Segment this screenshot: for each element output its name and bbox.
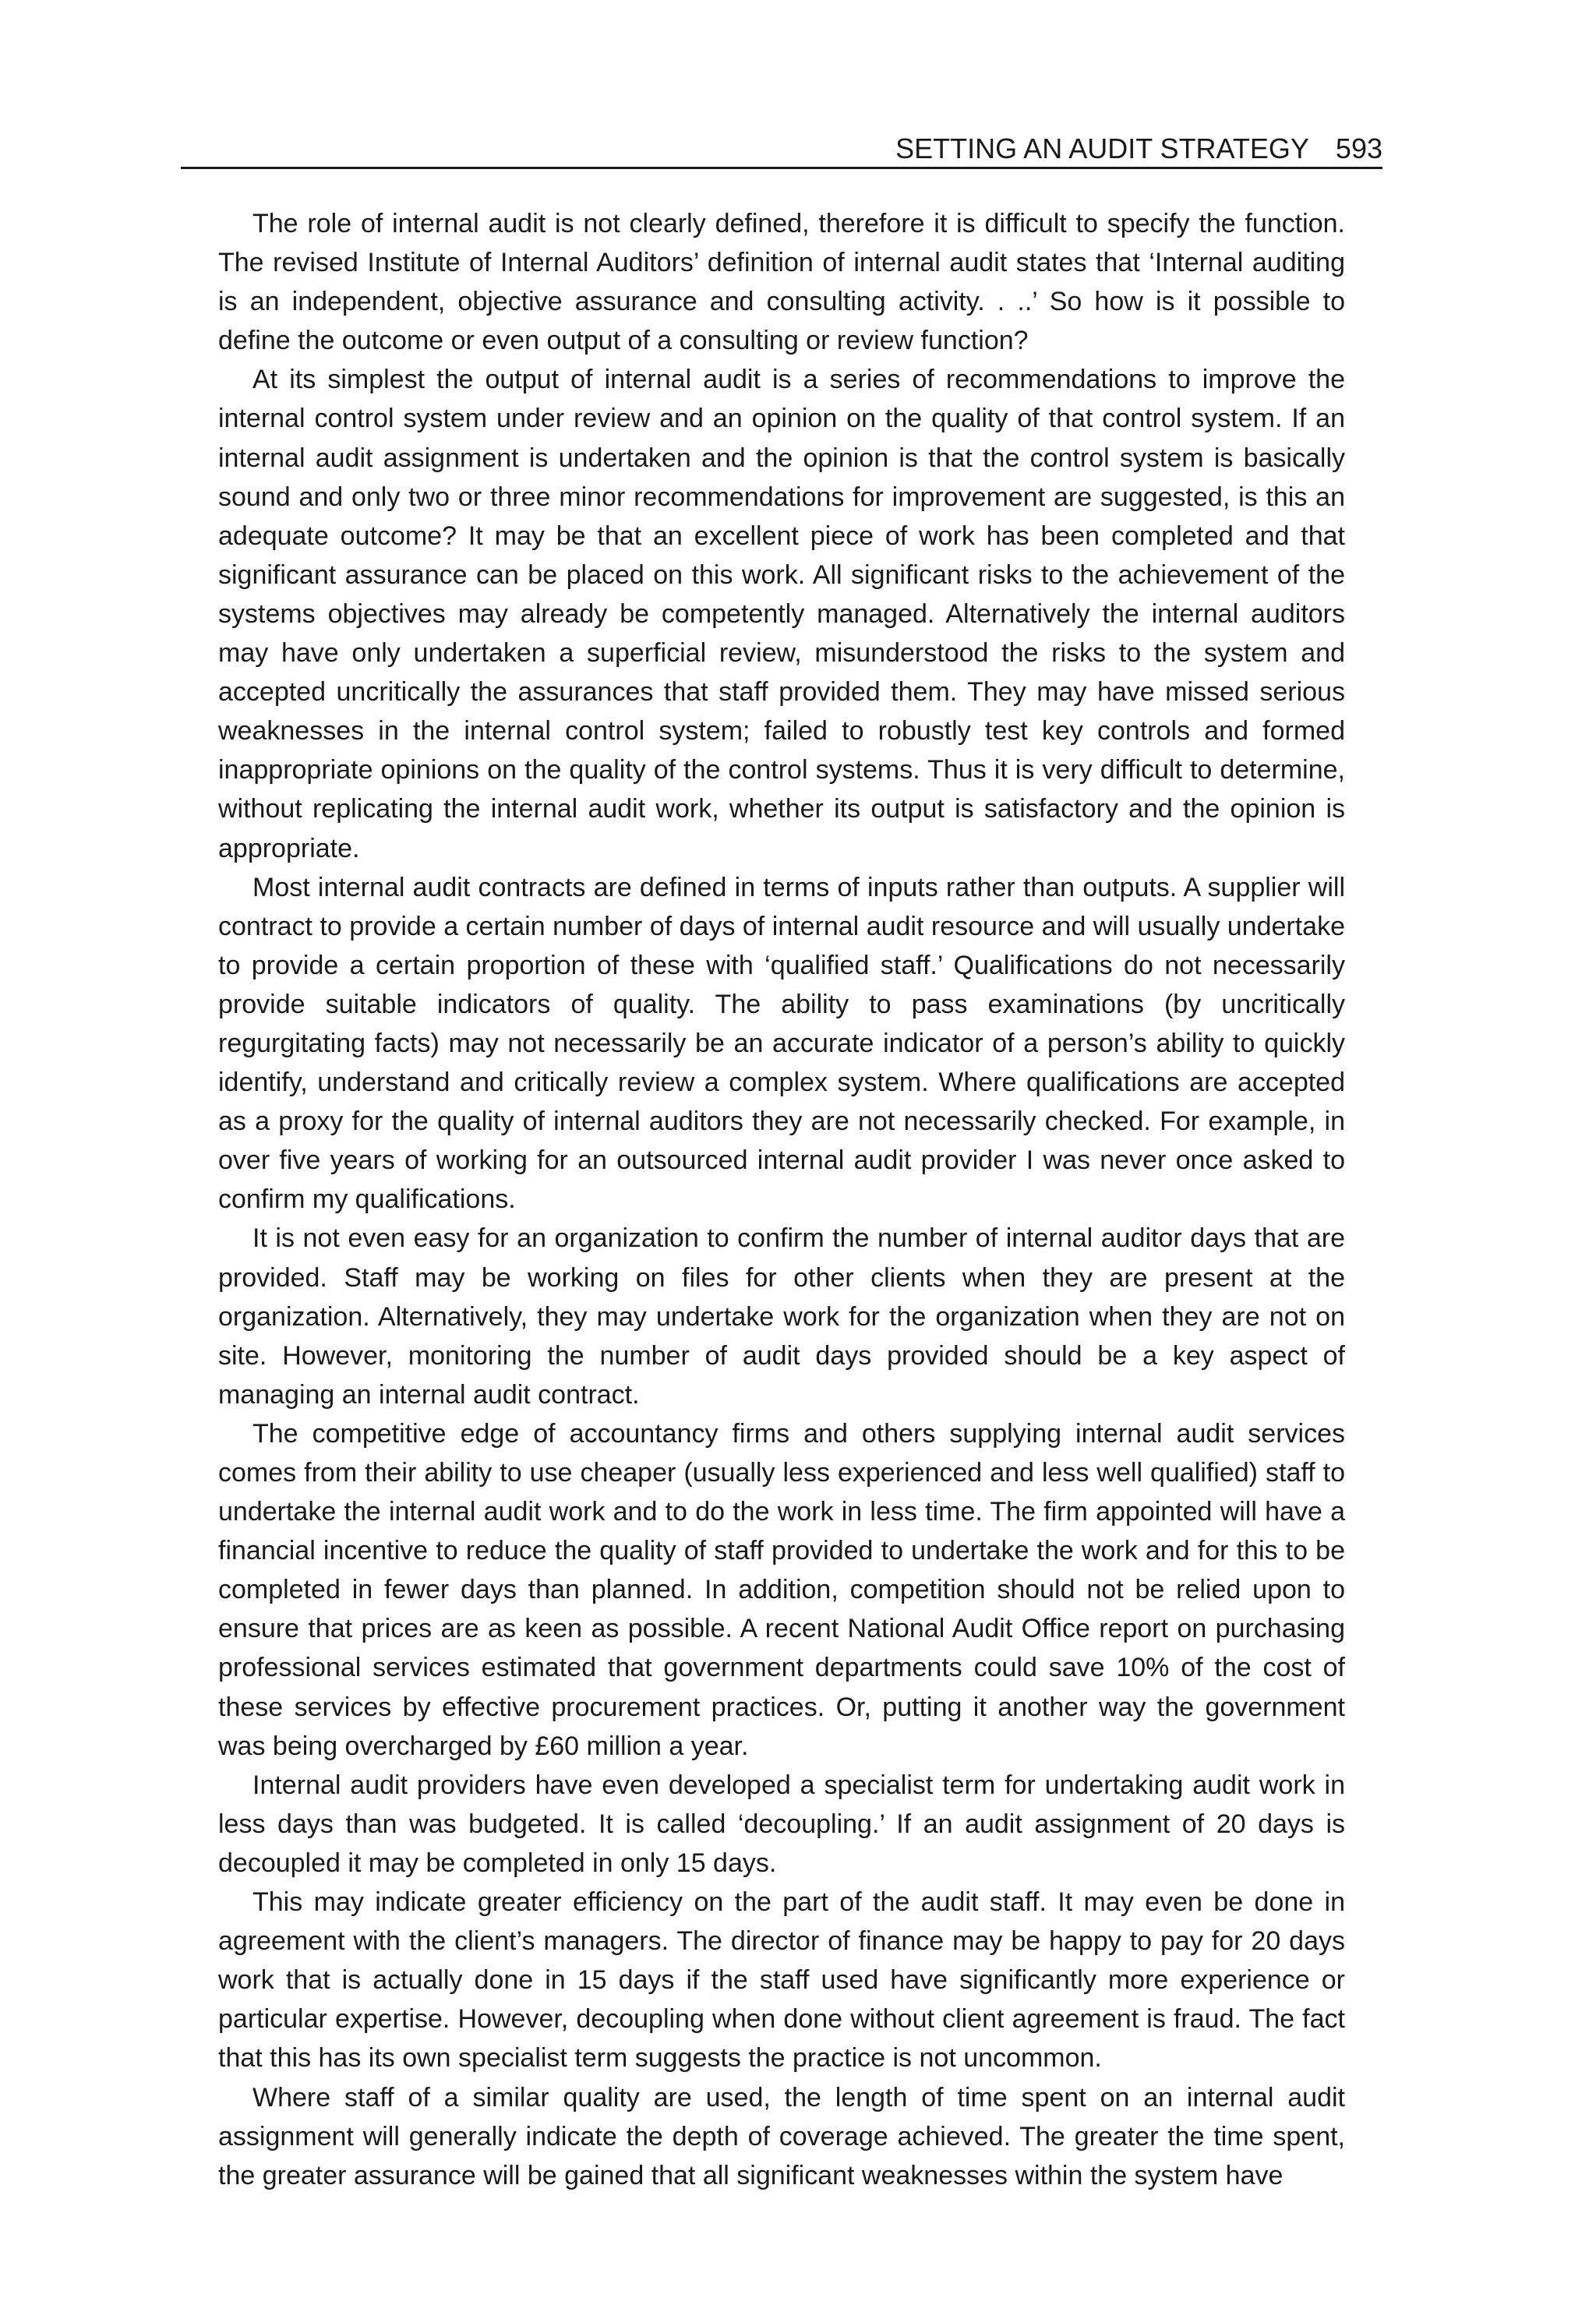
body-text	[218, 204, 1345, 2195]
paragraph: The role of internal audit is not clearly defined, therefore it is difficult to specify the function. The revised Institute of Internal Auditors’ definition of internal audit states that ‘Internal auditing is an independent, objective assurance and consulting activity. . ..’ So how is it possible to define the outcome or even output of a consulting or review function?	[218, 209, 1345, 356]
paragraph: Most internal audit contracts are defined in terms of inputs rather than outputs. A supplier will contract to provide a certain number of days of internal audit resource and will usually undertake to provide a certain proportion of these with ‘qualified staff.’ Qualifications do not necessarily provide suitable indicators of quality. The ability to pass examinations (by uncritically regurgitating facts) may not necessarily be an accurate indicator of a person’s ability to quickly identify, understand and critically review a complex system. Where qualifications are accepted as a proxy for the quality of internal auditors they are not necessarily checked. For example, in over five years of working for an outsourced internal audit provider I was never once asked to confirm my qualifications.	[218, 872, 1345, 1215]
paragraph: This may indicate greater efficiency on the part of the audit staff. It may even be done in agreement with the client’s managers. The director of finance may be happy to pay for 20 days work that is actually done in 15 days if the staff used have significantly more experience or particular expertise. However, decoupling when done without client agreement is fraud. The fact that this has its own specialist term suggests the practice is not uncommon.	[218, 1887, 1345, 2074]
paragraph: At its simplest the output of internal audit is a series of recommendations to improve the internal control system under review and an opinion on the quality of that control system. If an internal audit assignment is undertaken and the opinion is that the control system is basically sound and only two or three minor recommendations for improvement are suggested, is this an adequate outcome? It may be that an excellent piece of work has been completed and that significant assurance can be placed on this work. All significant risks to the achievement of the systems objectives may already be competently managed. Alternatively the internal auditors may have only undertaken a superficial review, misunderstood the risks to the system and accepted uncritically the assurances that staff provided them. They may have missed serious weaknesses in the internal control system; failed to robustly test key controls and formed inappropriate opinions on the quality of the control systems. Thus it is very difficult to determine, without replicating the internal audit work, whether its output is satisfactory and the opinion is appropriate.	[218, 365, 1345, 863]
running-header-title: SETTING AN AUDIT STRATEGY	[895, 132, 1309, 164]
running-header	[181, 117, 1382, 165]
paragraph: The competitive edge of accountancy firms and others supplying internal audit services comes from their ability to use cheaper (usually less experienced and less well qualified) staff to undertake the internal audit work and to do the work in less time. The firm appointed will have a financial incentive to reduce the quality of staff provided to undertake the work and for this to be completed in fewer days than planned. In addition, competition should not be relied upon to ensure that prices are as keen as possible. A recent National Audit Office report on purchasing professional services estimated that government departments could save 10% of the cost of these services by effective procurement practices. Or, putting it another way the government was being overcharged by £60 million a year.	[218, 1418, 1345, 1761]
page-number: 593	[1335, 132, 1382, 164]
paragraph: Where staff of a similar quality are used, the length of time spent on an internal audit assignment will generally indicate the depth of coverage achieved. The greater the time spent, the greater assurance will be gained that all significant weaknesses within the system have	[218, 2082, 1345, 2190]
header-rule	[181, 167, 1382, 169]
paragraph: It is not even easy for an organization to confirm the number of internal auditor days that are provided. Staff may be working on files for other clients when they are present at the organization. Alternatively, they may undertake work for the organization when they are not on site. However, monitoring the number of audit days provided should be a key aspect of managing an internal audit contract.	[218, 1223, 1345, 1410]
paragraph: Internal audit providers have even developed a specialist term for undertaking audit work in less days than was budgeted. It is called ‘decoupling.’ If an audit assignment of 20 days is decoupled it may be completed in only 15 days.	[218, 1770, 1345, 1878]
